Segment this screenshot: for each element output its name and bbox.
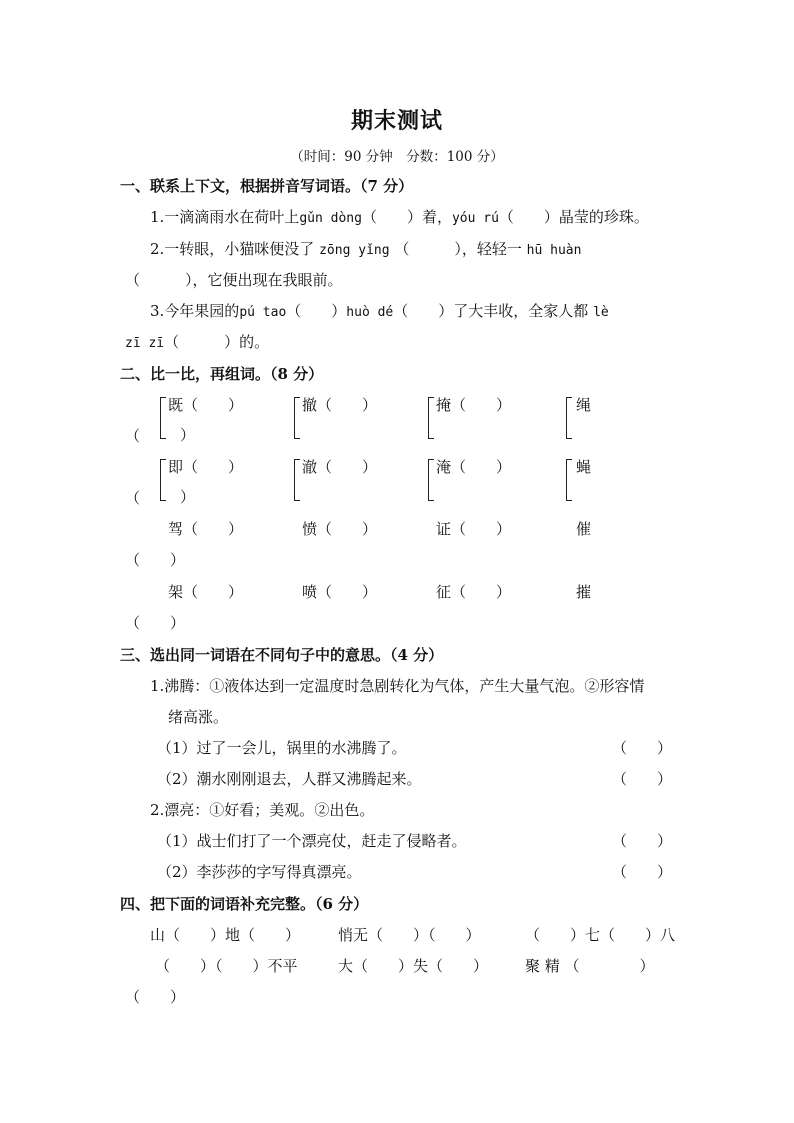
s1-question-1: 1.一滴滴雨水在荷叶上gǔn dòng（ ）着，yóu rú（ ）晶莹的珍珠。 (150, 208, 649, 226)
section-1-heading: 一、联系上下文，根据拼音写词语。（7 分） (120, 177, 414, 195)
s4-line-3: （ ） (125, 988, 186, 1006)
s3-item-1: （1）过了一会儿，锅里的水沸腾了。 (157, 739, 407, 757)
page-title: 期末测试 (350, 108, 443, 134)
section-4-heading: 四、把下面的词语补充完整。（6 分） (120, 895, 369, 913)
s3-def-1: 1.沸腾：①液体达到一定温度时急剧转化为气体，产生大量气泡。②形容情 (150, 677, 645, 695)
s3-def-2: 2.漂亮：①好看；美观。②出色。 (150, 801, 375, 819)
s3-item-4: （2）李莎莎的字写得真漂亮。 (157, 863, 362, 881)
s1-question-2-cont: （ ），它便出现在我眼前。 (125, 271, 343, 289)
s3-answer-4: （ ） (612, 863, 673, 881)
s1-question-2: 2.一转眼，小猫咪便没了 zōng yǐng （ ），轻轻一 hū huàn (150, 240, 582, 258)
s1-question-3-cont: zī zī（ ）的。 (125, 333, 270, 351)
s1-question-3: 3.今年果园的pú tao（ ）huò dé（ ）了大丰收，全家人都 lè (150, 302, 609, 320)
s3-item-3: （1）战士们打了一个漂亮仗，赶走了侵略者。 (157, 832, 467, 850)
section-2-heading: 二、比一比，再组词。（8 分） (120, 365, 324, 383)
s3-item-2: （2）潮水刚刚退去，人群又沸腾起来。 (157, 770, 422, 788)
s3-def-1-cont: 绪高涨。 (168, 708, 229, 726)
page-subtitle: （时间：90 分钟 分数：100 分） (290, 149, 504, 165)
s3-answer-3: （ ） (612, 832, 673, 850)
s3-answer-1: （ ） (612, 739, 673, 757)
s3-answer-2: （ ） (612, 770, 673, 788)
section-3-heading: 三、选出同一词语在不同句子中的意思。（4 分） (120, 646, 444, 664)
